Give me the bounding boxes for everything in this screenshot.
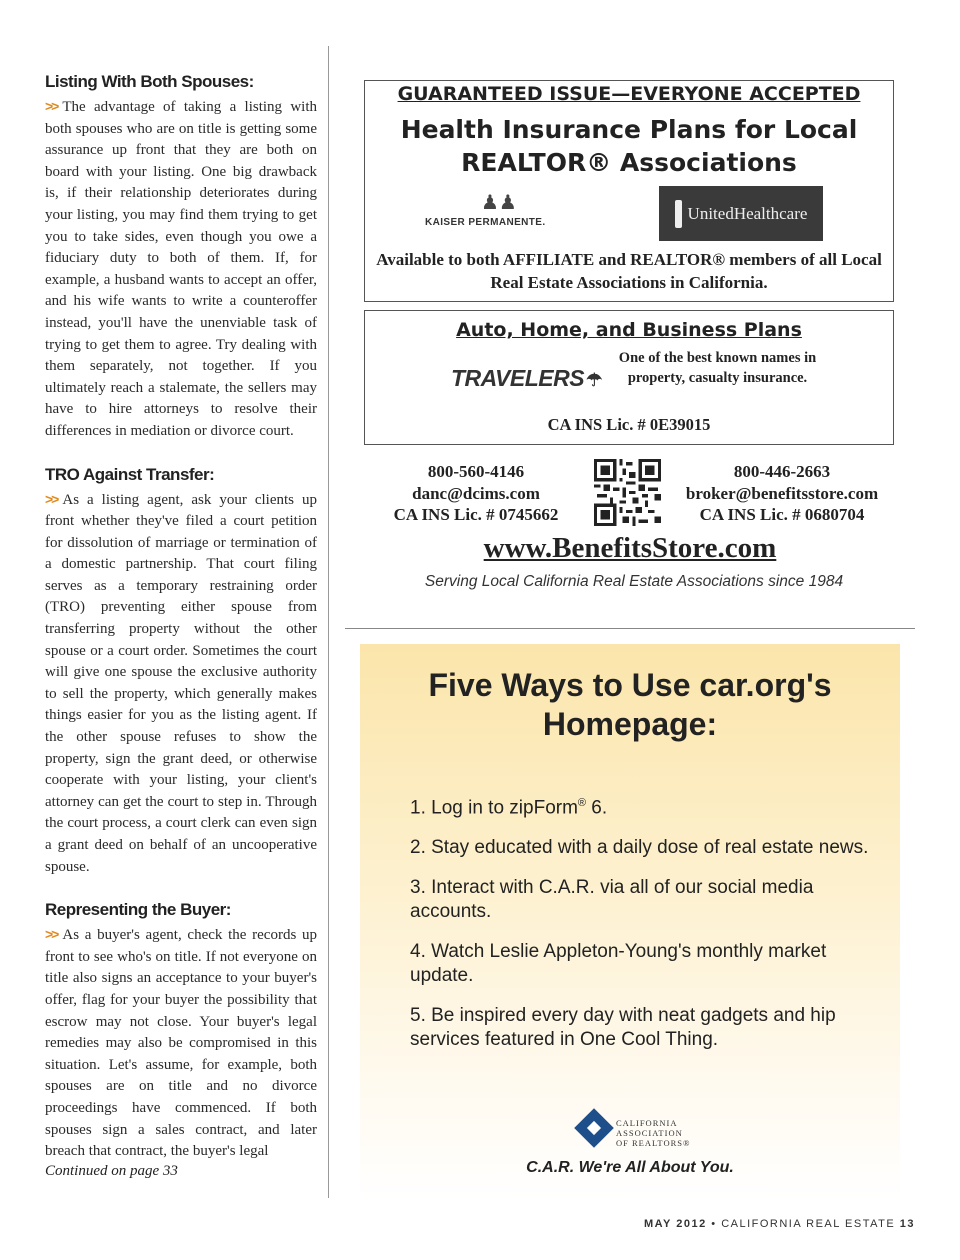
double-chevron-icon: >> (45, 926, 58, 943)
car-logo (580, 1112, 700, 1154)
travelers-logo (451, 365, 602, 392)
contact-left-license: CA INS Lic. # 0745662 (393, 505, 559, 524)
footer-issue: MAY 2012 (643, 1218, 707, 1230)
section-divider (345, 628, 915, 629)
car-homepage-promo (360, 644, 900, 1200)
health-ad-title: Health Insurance Plans for Local REALTOR® Associations (400, 115, 858, 177)
car-logo-line: CALIFORNIA (616, 1118, 678, 1128)
column-divider (328, 46, 329, 1198)
umbrella-icon: ☂ (586, 370, 602, 390)
promo-item-suffix: 6. (586, 797, 608, 819)
health-ad-header: GUARANTEED ISSUE—EVERYONE ACCEPTED (397, 83, 861, 105)
auto-ad-license: CA INS Lic. # 0E39015 (547, 415, 711, 434)
car-logo-line: ASSOCIATION (616, 1128, 683, 1138)
section-body-buyer (45, 924, 317, 1163)
footer-bullet: • (711, 1218, 717, 1230)
car-slogan: C.A.R. We're All About You. (526, 1159, 734, 1176)
car-logo-text (616, 1118, 690, 1148)
promo-list-item: 3. Interact with C.A.R. via all of our social media accounts. (410, 877, 814, 923)
section-text: As a buyer's agent, check the records up front to see who's on title. If not everyone on title also signs an acceptance to your buyer's offer, flag for your buyer the possibility that escrow may not close. Your buyer's legal remedies may also be compromised in this situation. Let's assume, for example, both spouses are on title and no divorce proceedings have commenced. If both spouses sign a sales contract, and later breach that contract, the buyer's legal (45, 927, 317, 1160)
section-text: As a listing agent, ask your clients up front whether they've filed a court petition for dissolution of marriage or termination of a domestic partnership. That court filing serves as a temporary restraining order (TRO) preventing either spouse from transferring property without the other spouse or a court order. Sometimes the court will give one spouse the exclusive authority to sell the property, which generally makes things easier for you as the listing agent. If the other spouse refuses to show the property, sign the grant deed, or otherwise cooperate with your listing, your client's attorney can get the court to step in. Through the court process, a court clerk can even sign a grant deed on behalf of an uncooperative spouse. (45, 491, 317, 875)
section-heading-tro: TRO Against Transfer: (45, 464, 215, 484)
unitedhealthcare-logo (659, 186, 823, 241)
uhc-logo-text: UnitedHealthcare (687, 203, 808, 223)
contact-right (672, 461, 892, 526)
travelers-description: One of the best known names in property, casualty insurance. (618, 350, 817, 386)
continued-link[interactable]: Continued on page 33 (45, 1162, 178, 1179)
contact-left-email[interactable]: danc@dcims.com (412, 483, 540, 503)
ad-tagline: Serving Local California Real Estate Associations since 1984 (424, 573, 844, 590)
section-heading-both-spouses: Listing With Both Spouses: (45, 72, 254, 91)
health-ad-availability: Available to both AFFILIATE and REALTOR® members of all Local Real Estate Associations in California. (376, 250, 882, 292)
car-diamond-icon (574, 1108, 614, 1148)
promo-item-text: 1. Log in to zipForm (410, 797, 578, 819)
registered-mark: ® (577, 797, 587, 809)
promo-list-item (410, 791, 880, 820)
page-number: 13 (899, 1218, 915, 1230)
footer-publication: CALIFORNIA REAL ESTATE (721, 1218, 896, 1230)
promo-list-item: 5. Be inspired every day with neat gadgets and hip services featured in One Cool Thing. (410, 1005, 836, 1051)
car-logo-line: OF REALTORS® (616, 1138, 691, 1148)
section-text: The advantage of taking a listing with both spouses who are on title is getting some assurance up front that they are both on board with your listing. One big drawback is, if their relationship deteriorates during your listing, you may find them trying to get you to take sides, even though you owe a fiduciary duty to both of them. If, for example, a husband wants to accept an offer, and his wife wants to write a counteroffer instead, you'll have the unenviable task of trying to get them to agree. Try dealing with them separately, not together. If you ultimately reach a stalemate, the sellers may have to hire attorneys to resolve their differences in mediation or divorce court. (45, 99, 317, 439)
contact-right-license: CA INS Lic. # 0680704 (699, 505, 865, 524)
article-column (45, 72, 317, 1180)
auto-ad-header: Auto, Home, and Business Plans (456, 319, 802, 341)
section-body-both-spouses (45, 96, 317, 443)
promo-title: Five Ways to Use car.org's Homepage: (428, 667, 832, 742)
kaiser-permanente-logo (425, 193, 575, 228)
double-chevron-icon: >> (45, 98, 58, 114)
promo-list-item: 2. Stay educated with a daily dose of real estate news. (410, 837, 869, 859)
promo-list-item: 4. Watch Leslie Appleton-Young's monthly market update. (410, 941, 827, 987)
qr-code-icon[interactable] (594, 459, 661, 526)
contact-left (376, 461, 576, 526)
section-heading-buyer: Representing the Buyer: (45, 900, 231, 920)
kaiser-logo-text: KAISER PERMANENTE. (425, 217, 546, 228)
travelers-logo-text: TRAVELERS (451, 365, 585, 391)
auto-home-business-ad (364, 310, 894, 445)
contact-right-email[interactable]: broker@benefitsstore.com (685, 483, 879, 503)
kaiser-people-icon: ♟♟ (481, 192, 517, 214)
contact-right-phone[interactable]: 800-446-2663 (733, 462, 831, 481)
contact-left-phone[interactable]: 800-560-4146 (427, 462, 525, 481)
benefits-store-link[interactable]: www.BenefitsStore.com (483, 532, 777, 564)
uhc-mark-icon (675, 200, 682, 228)
promo-list (410, 791, 880, 1068)
section-body-tro (45, 489, 317, 879)
double-chevron-icon: >> (45, 490, 58, 507)
page-footer (644, 1218, 915, 1230)
health-insurance-ad (364, 80, 894, 302)
